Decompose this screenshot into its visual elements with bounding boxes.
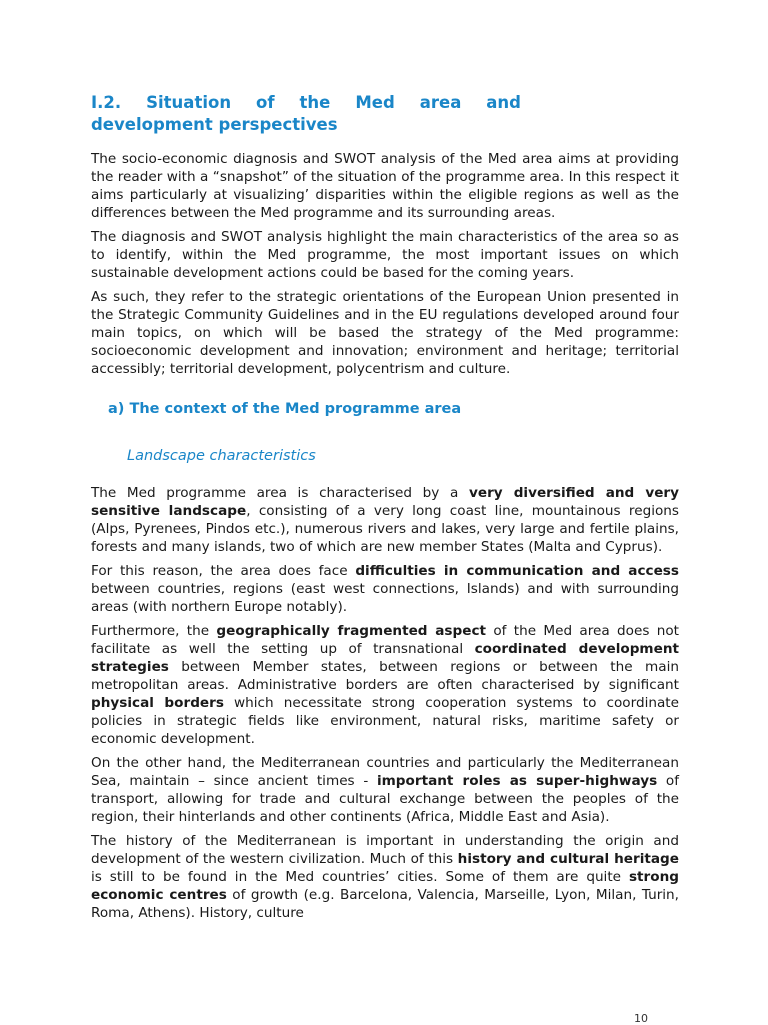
intro-paragraph-2: The diagnosis and SWOT analysis highlight the main characteristics of the area so as to identify, within the Med programme, the most important issues on which sustainable development actions could be based for the coming years.: [91, 229, 679, 281]
bold-run: coordinated development strategies: [91, 641, 679, 675]
section-title: I.2. Situation of the Med area and development perspectives: [91, 93, 521, 134]
text-run: Furthermore, the: [91, 623, 217, 639]
bold-run: very diversified and very sensitive landscape: [91, 485, 680, 519]
landscape-paragraph-2: [91, 562, 679, 616]
text-run: of growth (e.g. Barcelona, Valencia, Marseille, Lyon, Milan, Turin, Roma, Athens). History, culture: [91, 887, 679, 921]
landscape-paragraph-3: [91, 622, 679, 748]
bold-run: important roles as super-highways: [376, 773, 658, 789]
intro-paragraph-3: As such, they refer to the strategic orientations of the European Union presented in the Strategic Community Guidelines and in the EU regulations developed around four main topics, on which will be based the strategy of the Med programme: socioeconomic development and innovation; environment and heritage; territorial accessibly; territorial development, polycentrism and culture.: [91, 289, 679, 377]
text-run: between countries, regions (east west connections, Islands) and with surrounding areas (with northern Europe notably).: [91, 581, 679, 615]
landscape-paragraph-4: [91, 754, 679, 826]
text-run: which necessitate strong cooperation systems to coordinate policies in strategic fields like environment, natural risks, maritime safety or economic development.: [91, 695, 679, 747]
bold-run: difficulties in communication and access: [355, 563, 679, 579]
text-run: For this reason, the area does face: [91, 563, 356, 579]
bold-run: geographically fragmented aspect: [216, 623, 487, 639]
bold-run: physical borders: [91, 695, 224, 711]
text-run: of transport, allowing for trade and cultural exchange between the peoples of the region, their hinterlands and other continents (Africa, Middle East and Asia).: [91, 773, 679, 825]
text-run: On the other hand, the Mediterranean countries and particularly the Mediterranean Sea, maintain – since ancient times -: [91, 755, 679, 789]
intro-paragraph-1: The socio-economic diagnosis and SWOT analysis of the Med area aims at providing the reader with a “snapshot” of the situation of the programme area. In this respect it aims particularly at visualizing’ disparities within the eligible regions as well as the differences between the Med programme and its surrounding areas.: [91, 151, 679, 221]
landscape-paragraph-1: [91, 484, 679, 556]
text-run: is still to be found in the Med countries’ cities. Some of them are quite: [91, 869, 629, 885]
landscape-heading: Landscape characteristics: [127, 448, 316, 464]
text-run: The history of the Mediterranean is important in understanding the origin and development of the western civilization. Much of this: [91, 833, 679, 867]
text-run: between Member states, between regions or between the main metropolitan areas. Administrative borders are often characterised by significant: [91, 659, 679, 693]
text-run: The Med programme area is characterised by a: [91, 485, 469, 501]
text-run: of the Med area does not facilitate as well the setting up of transnational: [91, 623, 679, 657]
body-text: [91, 150, 679, 928]
page-number: 10: [634, 1012, 648, 1025]
bold-run: strong economic centres: [91, 869, 679, 903]
bold-run: history and cultural heritage: [457, 851, 679, 867]
landscape-paragraph-5: [91, 832, 679, 922]
text-run: , consisting of a very long coast line, mountainous regions (Alps, Pyrenees, Pindos etc.), numerous rivers and lakes, very large and fertile plains, forests and many islands, two of which are new member States (Malta and Cyprus).: [91, 503, 679, 555]
subsection-a-title: a) The context of the Med programme area: [108, 401, 462, 417]
